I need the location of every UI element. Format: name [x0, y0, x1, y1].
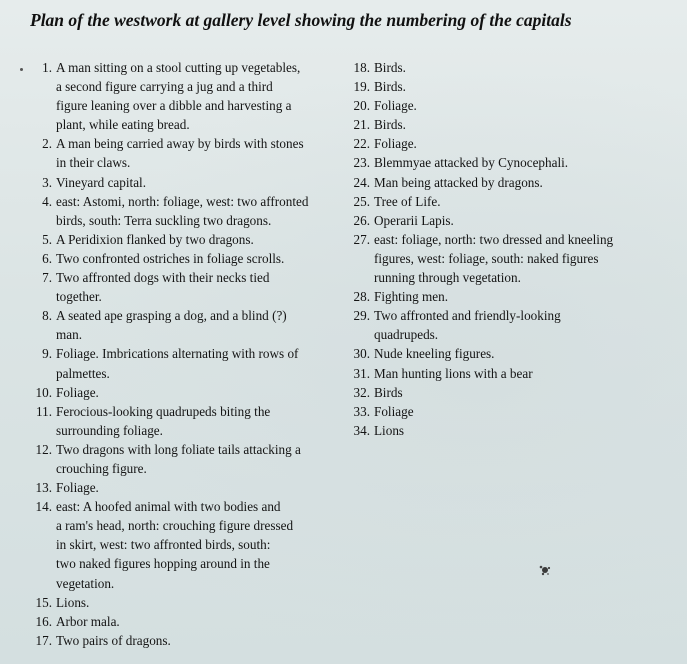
item-line: quadrupeds. — [374, 327, 439, 343]
item-text — [374, 192, 675, 211]
item-line: A Peridixion flanked by two dragons. — [56, 231, 254, 247]
item-line: birds, south: Terra suckling two dragons. — [56, 212, 272, 228]
item-text — [56, 593, 340, 612]
item-line: figure leaning over a dibble and harvesting a — [56, 98, 292, 114]
list-item — [345, 58, 675, 77]
item-text — [56, 612, 340, 631]
item-text — [56, 173, 340, 192]
item-line: Birds — [374, 384, 403, 400]
item-line: Two pairs of dragons. — [56, 632, 171, 648]
item-text — [56, 306, 340, 344]
item-line: Birds. — [374, 79, 406, 95]
item-number: 34. — [353, 422, 370, 438]
item-line: Two confronted ostriches in foliage scrolls. — [56, 250, 285, 266]
item-number: 11. — [36, 403, 52, 419]
item-line: Two affronted and friendly-looking — [374, 308, 561, 324]
list-item — [345, 287, 675, 306]
list-item — [345, 421, 675, 440]
item-number: 31. — [353, 365, 370, 381]
item-line: figures, west: foliage, south: naked figures — [374, 250, 599, 266]
item-text — [374, 173, 675, 192]
item-text — [56, 249, 340, 268]
item-line: Lions. — [56, 594, 90, 610]
item-text — [56, 402, 340, 440]
list-item — [345, 211, 675, 230]
item-line: Two dragons with long foliate tails attacking a — [56, 441, 301, 457]
list-item — [30, 402, 340, 440]
item-line: surrounding foliage. — [56, 422, 163, 438]
list-item — [345, 173, 675, 192]
item-number: 26. — [353, 212, 370, 228]
list-item — [30, 631, 340, 650]
item-line: Fighting men. — [374, 289, 448, 305]
item-line: Tree of Life. — [374, 193, 441, 209]
item-number: 22. — [353, 136, 370, 152]
item-text — [56, 268, 340, 306]
item-line: in their claws. — [56, 155, 131, 171]
item-number: 2. — [42, 136, 52, 152]
item-text — [56, 134, 340, 172]
item-number: 29. — [353, 308, 370, 324]
list-item — [30, 134, 340, 172]
item-number: 24. — [353, 174, 370, 190]
item-number: 25. — [353, 193, 370, 209]
item-number: 33. — [353, 403, 370, 419]
list-item — [345, 153, 675, 172]
item-number: 12. — [35, 441, 52, 457]
list-item — [345, 115, 675, 134]
item-line: Nude kneeling figures. — [374, 346, 495, 362]
list-item — [30, 440, 340, 478]
item-line: Blemmyae attacked by Cynocephali. — [374, 155, 569, 171]
ink-speck-icon — [538, 563, 552, 577]
list-item — [345, 230, 675, 287]
item-text — [374, 134, 675, 153]
item-number: 30. — [353, 346, 370, 362]
item-number: 1. — [42, 60, 52, 75]
item-text — [56, 631, 340, 650]
item-number: 27. — [353, 231, 370, 247]
item-line: Birds. — [374, 60, 406, 75]
list-item — [345, 192, 675, 211]
item-number: 28. — [353, 289, 370, 305]
item-line: Foliage. Imbrications alternating with rows of — [56, 346, 299, 362]
item-line: palmettes. — [56, 365, 110, 381]
item-text — [374, 383, 675, 402]
list-item — [30, 306, 340, 344]
item-text — [374, 153, 675, 172]
item-line: Ferocious-looking quadrupeds biting the — [56, 403, 271, 419]
margin-mark — [20, 68, 23, 71]
item-text — [56, 192, 340, 230]
item-line: east: Astomi, north: foliage, west: two affronted — [56, 193, 309, 209]
item-number: 32. — [353, 384, 370, 400]
item-line: Operarii Lapis. — [374, 212, 454, 228]
list-item — [30, 230, 340, 249]
item-number: 6. — [42, 250, 52, 266]
item-line: Two affronted dogs with their necks tied — [56, 270, 270, 286]
item-number: 21. — [353, 117, 370, 133]
item-number: 14. — [35, 499, 52, 515]
item-line: Foliage. — [56, 480, 99, 496]
item-number: 23. — [353, 155, 370, 171]
item-text — [56, 440, 340, 478]
item-number: 19. — [353, 79, 370, 95]
item-text — [56, 497, 340, 592]
item-number: 16. — [35, 613, 52, 629]
item-line: running through vegetation. — [374, 270, 521, 286]
list-item — [345, 306, 675, 344]
item-line: in skirt, west: two affronted birds, south: — [56, 537, 271, 553]
item-number: 8. — [42, 308, 52, 324]
list-item — [30, 497, 340, 592]
item-line: plant, while eating bread. — [56, 117, 190, 133]
item-number: 20. — [353, 98, 370, 114]
item-number: 10. — [35, 384, 52, 400]
page-title: Plan of the westwork at gallery level showing the numbering of the capitals — [30, 10, 572, 30]
item-text — [374, 402, 675, 421]
list-item — [345, 96, 675, 115]
item-line: together. — [56, 289, 102, 305]
item-text — [374, 77, 675, 96]
item-line: A man being carried away by birds with stones — [56, 136, 304, 152]
item-line: man. — [56, 327, 83, 343]
list-item — [30, 383, 340, 402]
item-line: Foliage. — [374, 98, 417, 114]
list-item — [30, 344, 340, 382]
item-line: Foliage. — [56, 384, 99, 400]
item-line: Man hunting lions with a bear — [374, 365, 533, 381]
item-number: 18. — [353, 60, 370, 75]
item-line: east: foliage, north: two dressed and kneeling — [374, 231, 614, 247]
item-text — [56, 383, 340, 402]
item-line: A seated ape grasping a dog, and a blind (?) — [56, 308, 287, 324]
list-item — [345, 364, 675, 383]
item-number: 5. — [42, 231, 52, 247]
item-text — [374, 230, 675, 287]
capitals-list-right — [345, 58, 675, 440]
item-line: crouching figure. — [56, 460, 147, 476]
item-line: Foliage — [374, 403, 414, 419]
item-text — [56, 478, 340, 497]
item-text — [374, 58, 675, 77]
item-text — [56, 230, 340, 249]
item-text — [374, 287, 675, 306]
item-text — [56, 344, 340, 382]
item-text — [374, 211, 675, 230]
item-text — [56, 58, 340, 134]
item-number: 17. — [35, 632, 52, 648]
item-line: a second figure carrying a jug and a third — [56, 79, 273, 95]
list-item — [345, 402, 675, 421]
item-text — [374, 421, 675, 440]
item-line: vegetation. — [56, 575, 115, 591]
item-line: Lions — [374, 422, 405, 438]
item-number: 9. — [42, 346, 52, 362]
list-item — [30, 593, 340, 612]
item-line: Vineyard capital. — [56, 174, 147, 190]
list-item — [345, 383, 675, 402]
item-text — [374, 96, 675, 115]
list-item — [345, 77, 675, 96]
item-line: east: A hoofed animal with two bodies and — [56, 499, 281, 515]
item-number: 15. — [35, 594, 52, 610]
item-line: Man being attacked by dragons. — [374, 174, 543, 190]
list-item — [30, 268, 340, 306]
item-line: Foliage. — [374, 136, 417, 152]
item-number: 7. — [42, 270, 52, 286]
list-item — [30, 192, 340, 230]
list-item — [30, 612, 340, 631]
item-number: 13. — [35, 480, 52, 496]
item-number: 3. — [42, 174, 52, 190]
list-item — [30, 249, 340, 268]
item-line: A man sitting on a stool cutting up vegetables, — [56, 60, 301, 75]
item-line: Birds. — [374, 117, 406, 133]
item-text — [374, 364, 675, 383]
item-text — [374, 115, 675, 134]
item-text — [374, 306, 675, 344]
item-text — [374, 344, 675, 363]
list-item — [30, 478, 340, 497]
item-line: a ram's head, north: crouching figure dressed — [56, 518, 294, 534]
list-item — [345, 134, 675, 153]
list-item — [345, 344, 675, 363]
capitals-list-left — [30, 58, 340, 650]
item-line: Arbor mala. — [56, 613, 120, 629]
item-line: two naked figures hopping around in the — [56, 556, 270, 572]
item-number: 4. — [42, 193, 52, 209]
list-item — [30, 173, 340, 192]
list-item — [30, 58, 340, 134]
